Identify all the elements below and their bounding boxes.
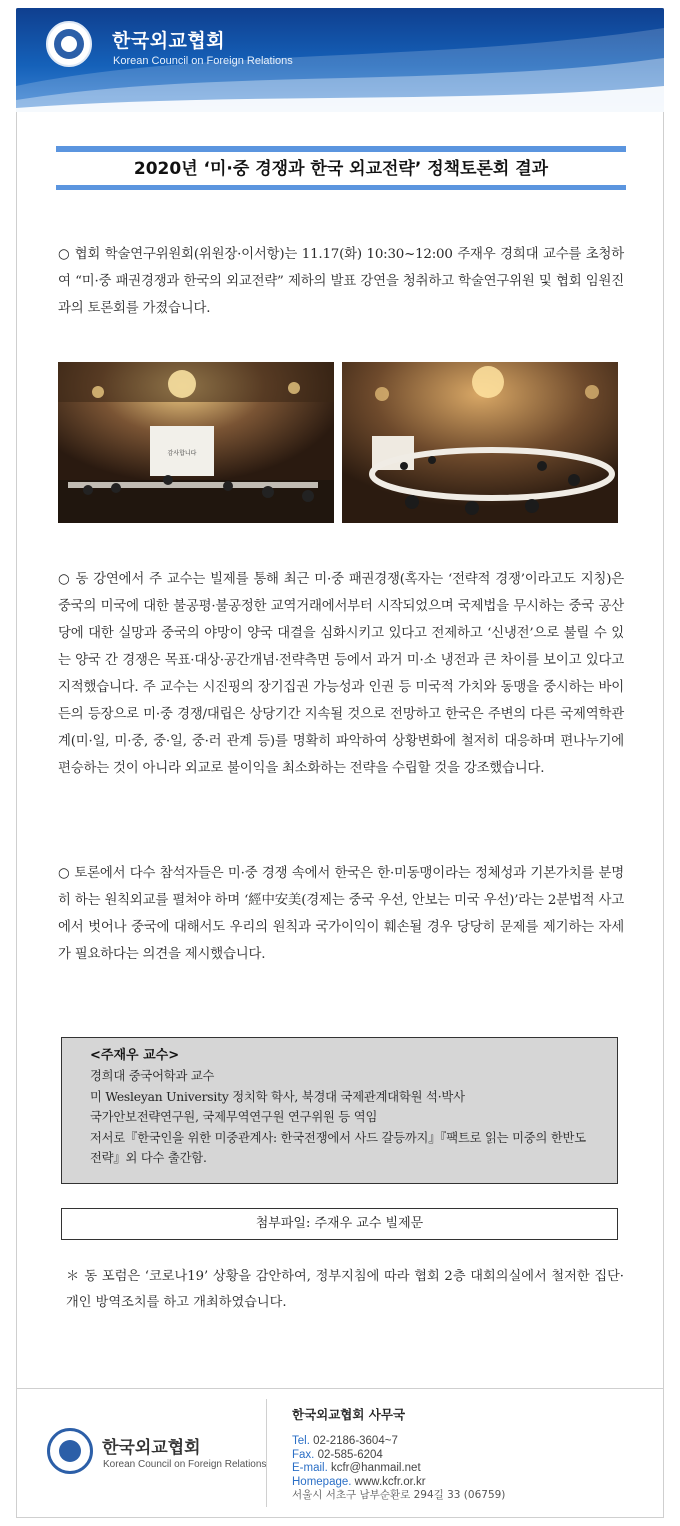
title-rule-top (56, 146, 626, 152)
council-logo-icon (46, 21, 92, 67)
covid-note (58, 1264, 624, 1316)
footer (16, 1388, 664, 1518)
event-photo-1 (58, 362, 334, 523)
header-banner (16, 8, 664, 112)
fax-label: Fax. (292, 1448, 315, 1461)
email-link[interactable]: kcfr@hanmail.net (330, 1462, 421, 1474)
roundtable-image (342, 362, 618, 523)
fax-value: 02-585-6204 (317, 1448, 383, 1461)
footer-divider (266, 1399, 267, 1507)
brand-name-english: Korean Council on Foreign Relations (113, 55, 293, 67)
conference-room-image (58, 362, 334, 523)
speaker-name: <주재우 교수> (90, 1048, 180, 1063)
footer-brand-english: Korean Council on Foreign Relations (103, 1459, 267, 1470)
covid-note-text: ＊ 동 포럼은 ‘코로나19’ 상황을 감안하여, 정부지침에 따라 협회 2층 대회의실에서 철저한 집단·개인 방역조치를 하고 개최하였습니다. (66, 1269, 624, 1310)
speaker-profile-box (61, 1037, 618, 1184)
email-label: E-mail. (292, 1462, 328, 1474)
event-photo-2 (342, 362, 618, 523)
page-title: 2020년 ‘미·중 경쟁과 한국 외교전략’ 정책토론회 결과 (133, 159, 549, 179)
footer-contact (292, 1435, 505, 1503)
paragraph-overview: ○ 협회 학술연구위원회(위원장·이서항)는 11.17(화) 10:30~12:00 주재우 경희대 교수를 초청하여 “미·중 패권경쟁과 한국의 외교전략” 제하의 발표 강연을 청취하고 학술연구위원 및 협회 임원진과의 토론회를 가졌습니다. (58, 247, 624, 316)
brand-name-korean: 한국외교협회 (112, 30, 226, 52)
title-rule-bottom (56, 185, 626, 190)
tel-value: 02-2186-3604~7 (313, 1435, 398, 1447)
homepage-label: Homepage. (292, 1475, 352, 1488)
screen-caption: 감사합니다 (167, 450, 197, 457)
attachment-link[interactable]: 첨부파일: 주재우 교수 빌제문 (61, 1208, 618, 1240)
speaker-bio-line: 국가안보전략연구원, 국제무역연구원 연구위원 등 역임 (90, 1110, 378, 1124)
footer-brand-korean: 한국외교협회 (102, 1438, 201, 1458)
speaker-bio-line: 저서로『한국인을 위한 미중관계사: 한국전쟁에서 사드 갈등까지』『팩트로 읽는 미중의 한반도 전략』외 다수 출간함. (90, 1130, 586, 1165)
homepage-link[interactable]: www.kcfr.or.kr (354, 1475, 426, 1488)
tel-label: Tel. (292, 1435, 310, 1447)
footer-org-name: 한국외교협회 사무국 (292, 1407, 406, 1422)
speaker-bio-line: 미 Wesleyan University 정치학 학사, 북경대 국제관계대학원 석·박사 (90, 1089, 465, 1104)
paragraph-lecture-summary: ○ 동 강연에서 주 교수는 빌제를 통해 최근 미·중 패권경쟁(혹자는 ‘전략적 경쟁’이라고도 지칭)은 중국의 미국에 대한 불공평·불공정한 교역거래에서부터 시작되었으며 국제법을 무시하는 중국 공산당에 대한 실망과 중국의 야망이 양국 대결을 심화시키고 있다고 전제하고 ‘신냉전’으로 불릴 수 있는 양국 간 경쟁은 목표·대상·공간개념·전략측면 등에서 과거 미·소 냉전과 큰 차이를 보이고 있다고 지적했습니다. 주 교수는 시진핑의 장기집권 가능성과 인권 등 미국적 가치와 동맹을 중시하는 바이든의 등장으로 미·중 경쟁/대립은 상당기간 지속될 것으로 전망하고 한국은 주변의 다른 국제역학관계(미·일, 미·중, 중·일, 중·러 관계 등)를 명확히 파악하여 상황변화에 철저히 대응하며 편나누기에 편승하는 것이 아니라 외교로 불이익을 최소화하는 전략을 수립할 것을 강조했습니다. (58, 572, 624, 776)
paragraph-discussion: ○ 토론에서 다수 참석자들은 미·중 경쟁 속에서 한국은 한·미동맹이라는 정체성과 기본가치를 분명히 하는 원칙외교를 펼쳐야 하며 ‘經中安美(경제는 중국 우선, 안보는 미국 우선)’라는 2분법적 사고에서 벗어나 중국에 대해서도 우리의 원칙과 국가이익이 훼손될 경우 당당히 문제를 제기하는 자세가 필요하다는 의견을 제시했습니다. (58, 866, 624, 962)
speaker-bio-line: 경희대 중국어학과 교수 (90, 1069, 215, 1083)
footer-address: 서울시 서초구 남부순환로 294길 33 (06759) (292, 1489, 506, 1501)
footer-logo-icon (47, 1428, 93, 1474)
